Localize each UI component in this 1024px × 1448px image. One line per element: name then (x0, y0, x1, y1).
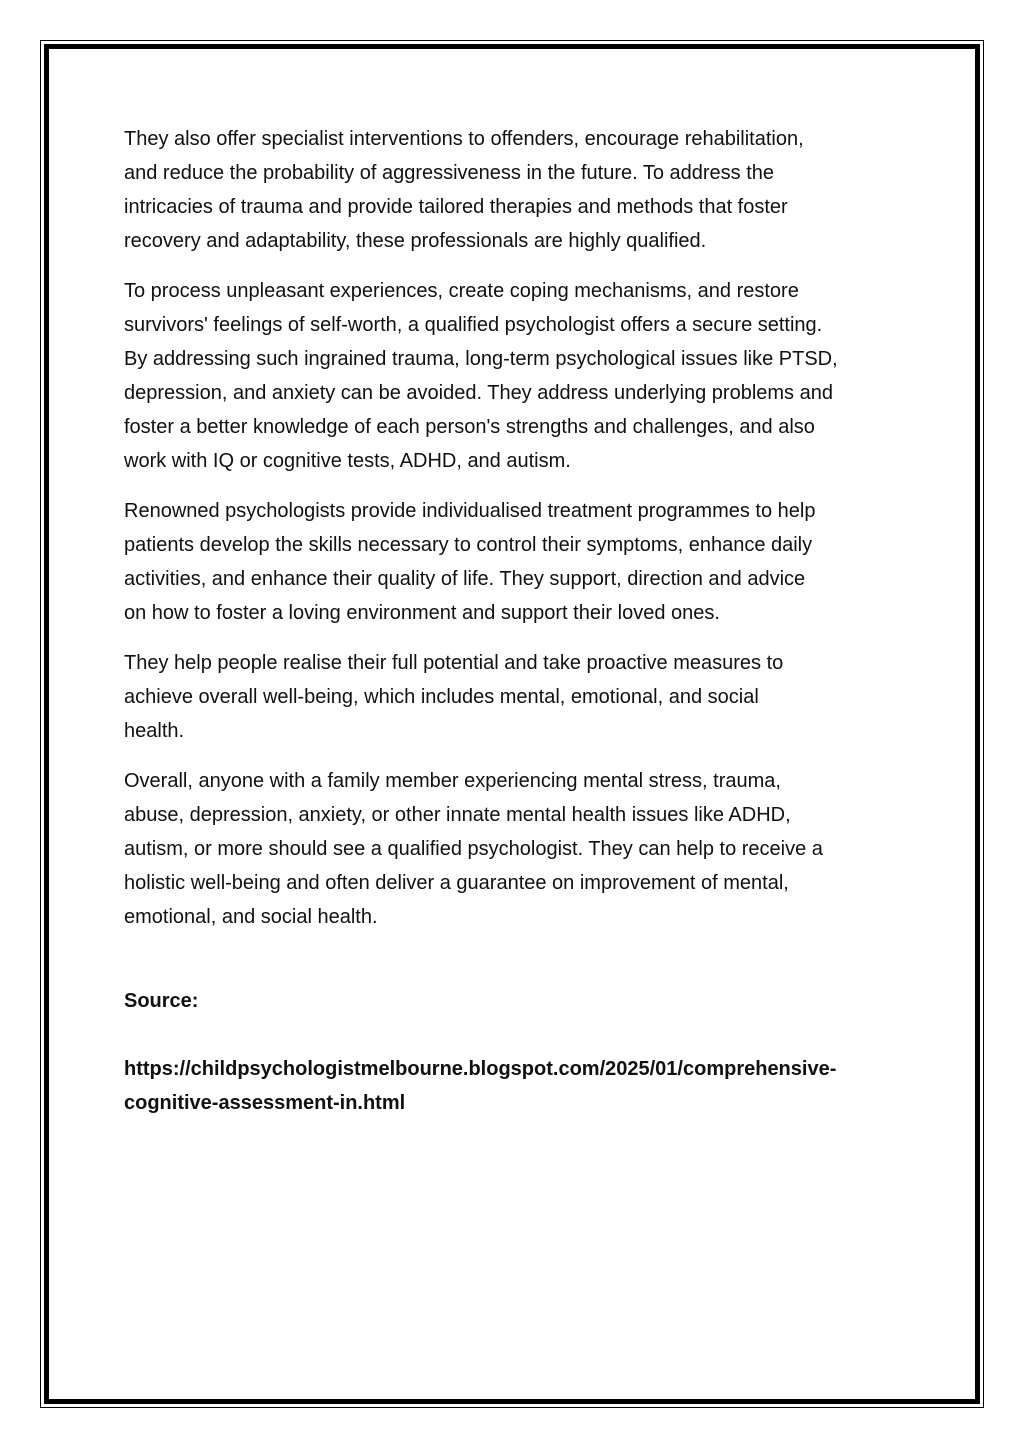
document-body (124, 122, 914, 1154)
paragraph-1: They also offer specialist interventions to offenders, encourage rehabilitation, and reduce the probability of aggressiveness in the future. To address the intricacies of trauma and provide tailored therapies and methods that foster recovery and adaptability, these professionals are highly qualified. (124, 128, 804, 252)
paragraph-4: They help people realise their full potential and take proactive measures to achieve overall well-being, which includes mental, emotional, and social health. (124, 652, 784, 742)
source-label: Source: (124, 990, 199, 1012)
paragraph-5: Overall, anyone with a family member experiencing mental stress, trauma, abuse, depression, anxiety, or other innate mental health issues like ADHD, autism, or more should see a qualified psychologist. They can help to receive a holistic well-being and often deliver a guarantee on improvement of mental, emotional, and social health. (124, 770, 823, 928)
paragraph-3: Renowned psychologists provide individualised treatment programmes to help patients develop the skills necessary to control their symptoms, enhance daily activities, and enhance their quality of life. They support, direction and advice on how to foster a loving environment and support their loved ones. (124, 500, 816, 624)
source-block (124, 950, 914, 1154)
paragraph-2: To process unpleasant experiences, create coping mechanisms, and restore survivors' feelings of self-worth, a qualified psychologist offers a secure setting. By addressing such ingrained trauma, long-term psychological issues like PTSD, depression, and anxiety can be avoided. They address underlying problems and foster a better knowledge of each person's strengths and challenges, and also work with IQ or cognitive tests, ADHD, and autism. (124, 280, 838, 472)
source-url: https://childpsychologistmelbourne.blogspot.com/2025/01/comprehensive- cognitive-assessment-in.html (124, 1058, 837, 1114)
